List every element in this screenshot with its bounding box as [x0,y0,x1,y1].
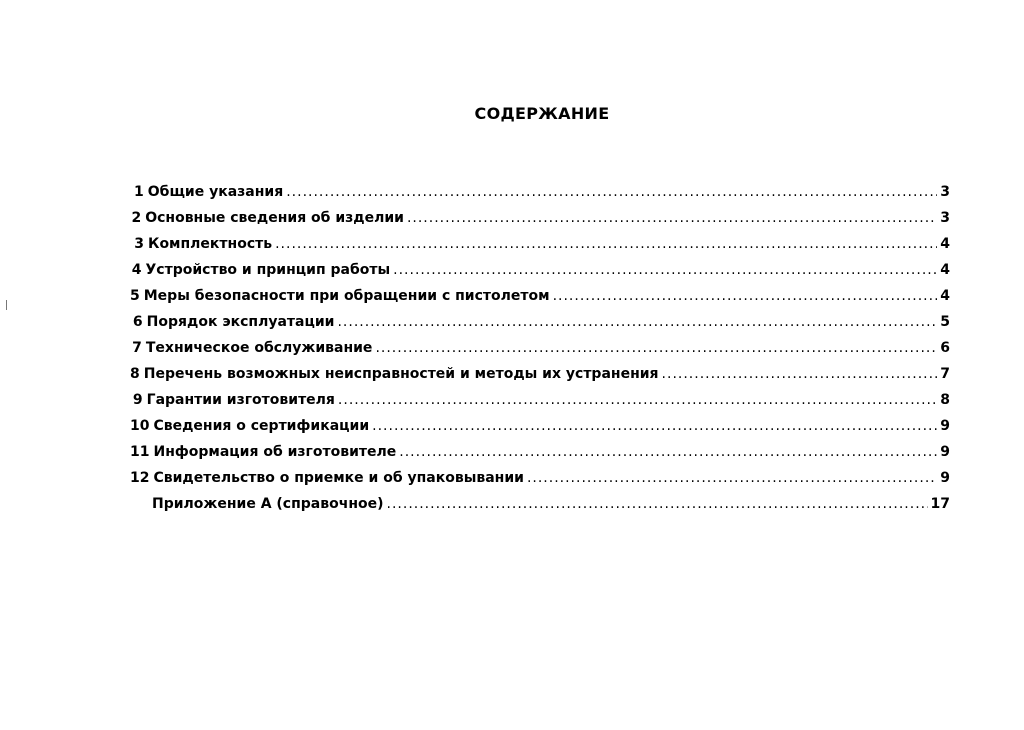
toc-number: 5 [130,288,140,304]
toc-number: 4 [131,262,142,278]
toc-number: 10 [130,418,150,434]
toc-label: Общие указания [147,184,284,200]
toc-label: Перечень возможных неисправностей и методы их устранения [143,366,659,382]
toc-leader [275,236,937,252]
toc-page-number: 9 [940,470,950,486]
page-title: СОДЕРЖАНИЕ [474,104,610,123]
toc-entry-12[interactable] [130,470,950,496]
toc-page-number: 5 [940,314,950,330]
toc-label: Устройство и принцип работы [145,262,391,278]
toc-entry-11[interactable] [130,444,950,470]
toc-number: 12 [130,470,150,486]
toc-number: 6 [132,314,143,330]
toc-leader [337,314,937,330]
toc-page-number: 3 [940,184,950,200]
toc-entry-2[interactable] [130,210,950,236]
toc-page-number: 4 [940,262,950,278]
toc-leader [375,340,937,356]
toc-page-number: 4 [940,288,950,304]
toc-label: Сведения о сертификации [153,418,370,434]
toc-leader [393,262,937,278]
toc-number: 11 [130,444,150,460]
toc-label: Порядок эксплуатации [146,314,335,330]
toc-entry-appendix-a[interactable] [130,496,950,522]
toc-leader [338,392,937,408]
toc-entry-5[interactable] [130,288,950,314]
toc-entry-3[interactable] [130,236,950,262]
toc-entry-6[interactable] [130,314,950,340]
toc-leader [387,496,928,512]
toc-page-number: 4 [940,236,950,252]
toc-entry-4[interactable] [130,262,950,288]
toc-leader [553,288,937,304]
toc-entry-10[interactable] [130,418,950,444]
toc-label: Информация об изготовителе [153,444,397,460]
toc-leader [527,470,937,486]
toc-entry-1[interactable] [130,184,950,210]
table-of-contents [130,184,950,522]
toc-number: 3 [134,236,144,252]
toc-entry-9[interactable] [130,392,950,418]
toc-leader [286,184,937,200]
toc-leader [372,418,937,434]
toc-page-number: 9 [940,418,950,434]
toc-number: 7 [132,340,142,356]
toc-entry-8[interactable] [130,366,950,392]
toc-leader [407,210,937,226]
toc-number: 9 [132,392,143,408]
toc-page-number: 9 [940,444,950,460]
scan-mark [6,300,7,310]
toc-leader [399,444,937,460]
toc-number: 2 [131,210,142,226]
toc-page-number: 6 [940,340,950,356]
toc-label: Приложение А (справочное) [152,496,384,512]
toc-label: Техническое обслуживание [145,340,373,356]
toc-page-number: 8 [940,392,950,408]
toc-page-number: 3 [940,210,950,226]
toc-page-number: 7 [940,366,950,382]
toc-label: Меры безопасности при обращении с пистолетом [143,288,550,304]
toc-number: 8 [130,366,140,382]
toc-number: 1 [134,184,144,200]
toc-label: Комплектность [148,236,273,252]
toc-leader [662,366,937,382]
toc-label: Гарантии изготовителя [146,392,335,408]
toc-label: Основные сведения об изделии [145,210,404,226]
toc-entry-7[interactable] [130,340,950,366]
toc-label: Свидетельство о приемке и об упаковывании [153,470,524,486]
toc-page-number: 17 [930,496,950,512]
